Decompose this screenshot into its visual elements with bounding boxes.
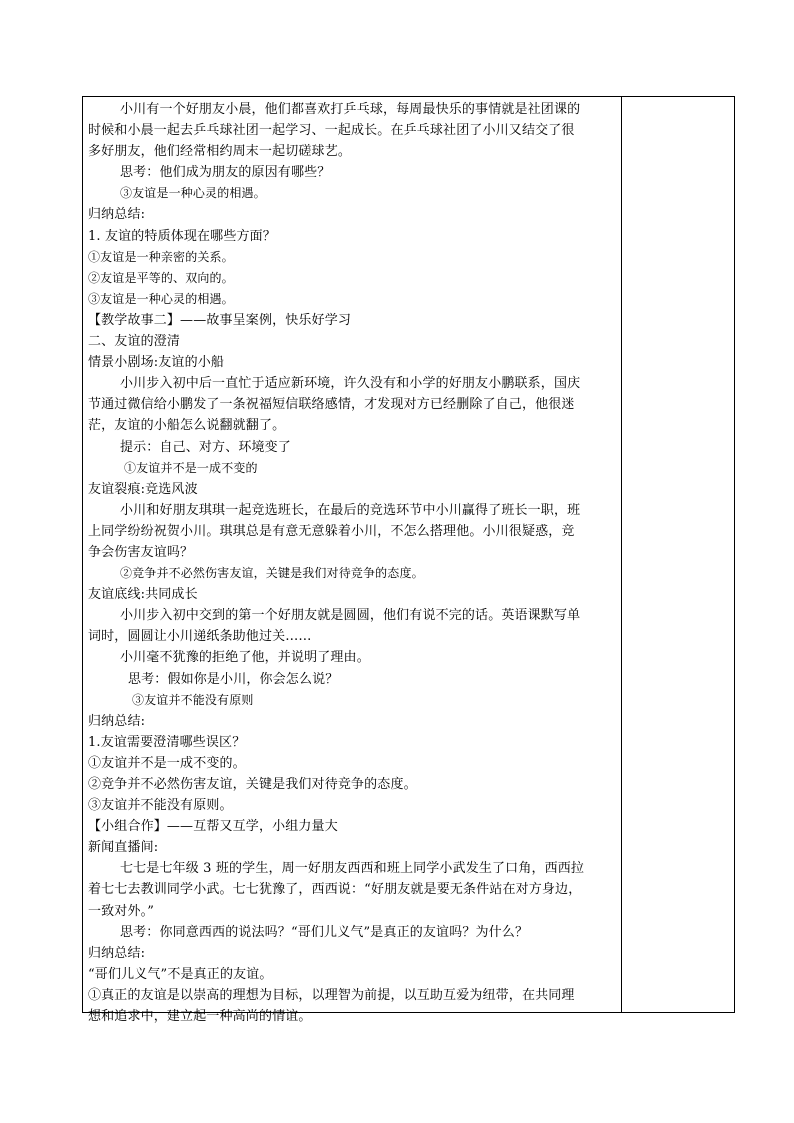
text-line: 多好朋友，他们经常相约周末一起切磋球艺。 (88, 144, 352, 160)
text-line: 提示：自己、对方、环境变了 (120, 439, 291, 455)
scene-title: 友谊底线:共同成长 (88, 587, 198, 603)
list-item: ①友谊是一种亲密的关系。 (88, 249, 234, 264)
text-line: 上同学纷纷祝贺小川。琪琪总是有意无意躲着小川，不怎么搭理他。小川很疑惑，竞 (88, 523, 575, 539)
text-line: 思考：他们成为朋友的原因有哪些？ (120, 165, 331, 181)
text-line: “哥们儿义气”不是真正的友谊。 (88, 966, 273, 982)
text-line: ②竞争并不必然伤害友谊，关键是我们对待竞争的态度。 (120, 566, 424, 581)
text-line: 茫，友谊的小船怎么说翻就翻了。 (88, 418, 286, 434)
text-line: 小川步入初中后一直忙于适应新环境，许久没有和小学的好朋友小鹏联系，国庆 (120, 376, 581, 392)
text-line: ①真正的友谊是以崇高的理想为目标，以理智为前提，以互助互爱为纽带，在共同理 (88, 987, 575, 1003)
text-line: ③友谊是一种心灵的相遇。 (120, 186, 266, 201)
section-heading: 【小组合作】——互帮又互学，小组力量大 (88, 819, 338, 835)
text-line: 小川毫不犹豫的拒绝了他，并说明了理由。 (120, 650, 370, 666)
scene-title: 友谊裂痕:竞选风波 (88, 481, 198, 497)
lesson-content-cell (88, 99, 616, 1027)
question-heading: 1.友谊需要澄清哪些误区？ (88, 734, 246, 750)
section-heading: 【教学故事二】——故事呈案例，快乐好学习 (88, 312, 352, 328)
section-label: 归纳总结: (88, 207, 146, 223)
list-item: ①友谊并不是一成不变的。 (88, 755, 246, 771)
list-item: ②友谊是平等的、双向的。 (88, 270, 234, 285)
text-line: ①友谊并不是一成不变的 (124, 460, 258, 475)
list-item: ②竞争并不必然伤害友谊，关键是我们对待竞争的态度。 (88, 777, 417, 792)
text-line: 小川步入初中交到的第一个好朋友就是圆圆，他们有说不完的话。英语课默写单 (120, 608, 581, 624)
scene-title: 新闻直播间: (88, 840, 159, 856)
text-line: 一致对外。” (88, 903, 155, 919)
scene-title: 情景小剧场:友谊的小船 (88, 355, 225, 371)
list-item: ③友谊是一种心灵的相遇。 (88, 291, 234, 306)
column-divider (621, 97, 622, 1012)
text-line: 小川和好朋友琪琪一起竞选班长，在最后的竞选环节中小川赢得了班长一职，班 (120, 502, 581, 518)
text-line: 争会伤害友谊吗？ (88, 544, 194, 560)
section-heading: 二、友谊的澄清 (88, 334, 181, 350)
section-label: 归纳总结: (88, 713, 146, 729)
text-line: 节通过微信给小鹏发了一条祝福短信联络感情，才发现对方已经删除了自己，他很迷 (88, 397, 575, 413)
lesson-table (82, 96, 735, 1025)
list-item: ③友谊并不能没有原则。 (88, 798, 233, 814)
text-line: 时候和小晨一起去乒乓球社团一起学习、一起成长。在乒乓球社团了小川又结交了很 (88, 123, 575, 139)
text-line: 思考：你同意西西的说法吗？“哥们儿义气”是真正的友谊吗？为什么？ (120, 924, 529, 940)
text-line: 着七七去教训同学小武。七七犹豫了，西西说：“好朋友就是要无条件站在对方身边， (88, 882, 582, 898)
text-line: ③友谊并不能没有原则 (132, 692, 254, 707)
text-line: 七七是七年级 3 班的学生，周一好朋友西西和班上同学小武发生了口角，西西拉 (120, 861, 585, 877)
text-line: 小川有一个好朋友小晨，他们都喜欢打乒乓球，每周最快乐的事情就是社团课的 (120, 102, 581, 117)
question-heading: 1. 友谊的特质体现在哪些方面？ (88, 228, 276, 244)
text-line: 词时，圆圆让小川递纸条助他过关…… (88, 629, 312, 645)
text-line: 想和追求中，建立起一种高尚的情谊。 (88, 1009, 312, 1025)
text-line: 思考：假如你是小川，你会怎么说？ (128, 671, 339, 687)
section-label: 归纳总结: (88, 945, 146, 961)
